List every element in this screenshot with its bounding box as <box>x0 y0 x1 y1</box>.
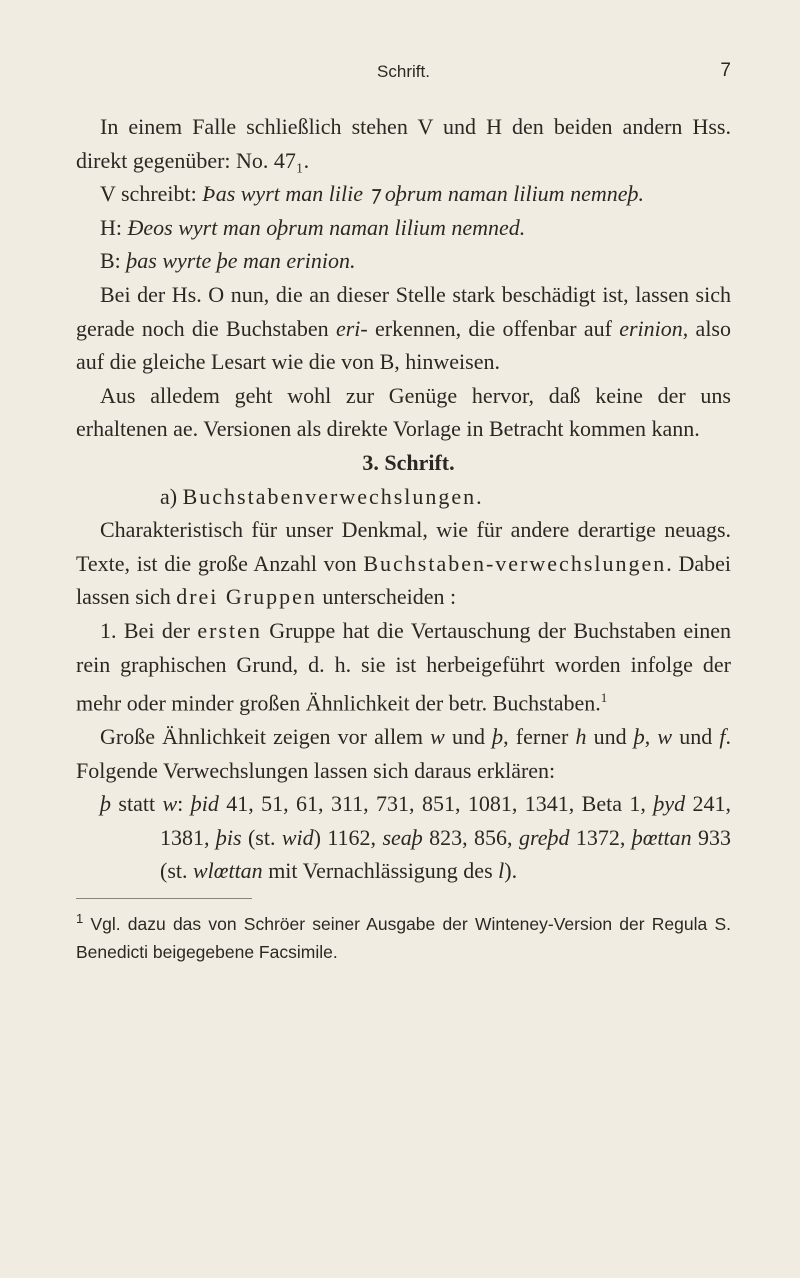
paragraph-1: In einem Falle schließlich stehen V und H den beiden andern Hss. direkt gegenüber: No. 47₁. <box>76 114 731 173</box>
quote-v: V schreibt: Þas wyrt man lilie ⁊ oþrum naman lilium nemneþ. <box>100 181 644 207</box>
footnote-marker: 1 <box>76 910 84 926</box>
paragraph-3: Aus alledem geht wohl zur Genüge hervor, daß keine der uns erhaltenen ae. Versionen als direkte Vorlage in Betracht kommen kann. <box>76 382 731 442</box>
footnote-divider <box>76 898 252 899</box>
footnote-text: Vgl. dazu das von Schröer seiner Ausgabe der Winteney-Version der Regula S. Benedicti beigegebene Facsimile. <box>76 913 731 962</box>
quote-b: B: þas wyrte þe man erinion. <box>100 248 356 274</box>
section-subheading: a) Buchstabenverwechslungen. <box>160 483 484 509</box>
paragraph-6: Große Ähnlichkeit zeigen vor allem w und þ, ferner h und þ, w und f. Folgende Verwechslungen lassen sich daraus erklären: <box>76 724 732 783</box>
footnote <box>76 905 731 966</box>
page-number: 7 <box>720 60 731 81</box>
paragraph-4: Charakteristisch für unser Denkmal, wie für andere derartige neuags. Texte, ist die große Anzahl von Buchstaben-verwechslungen. Dabei lassen sich drei Gruppen unterscheiden : <box>76 517 731 610</box>
page-body <box>76 110 731 966</box>
footnote-ref: 1 <box>600 690 608 706</box>
section-heading: 3. Schrift. <box>362 449 455 475</box>
paragraph-2: Bei der Hs. O nun, die an dieser Stelle stark beschädigt ist, lassen sich gerade noch die Buchstaben eri- erkennen, die offenbar auf erinion, also auf die gleiche Lesart wie die von B, hinweisen. <box>76 281 731 375</box>
quote-h: H: Ðeos wyrt man oþrum naman lilium nemned. <box>100 214 526 240</box>
list-entry: þ statt w: þid 41, 51, 61, 311, 731, 851, 1081, 1341, Beta 1, þyd 241, 1381, þis (st. wid) 1162, seaþ 823, 856, greþd 1372, þœttan 933 (st. wlœttan mit Vernachlässigung des l). <box>100 791 732 884</box>
running-title: Schrift. <box>377 62 430 81</box>
page-header <box>76 0 731 81</box>
paragraph-5: 1. Bei der ersten Gruppe hat die Vertauschung der Buchstaben einen rein graphischen Grund, d. h. sie ist herbeigeführt worden infolge der mehr oder minder großen Ähnlichkeit der betr. Buchstaben.$^1$ <box>76 617 731 716</box>
page <box>76 0 732 962</box>
